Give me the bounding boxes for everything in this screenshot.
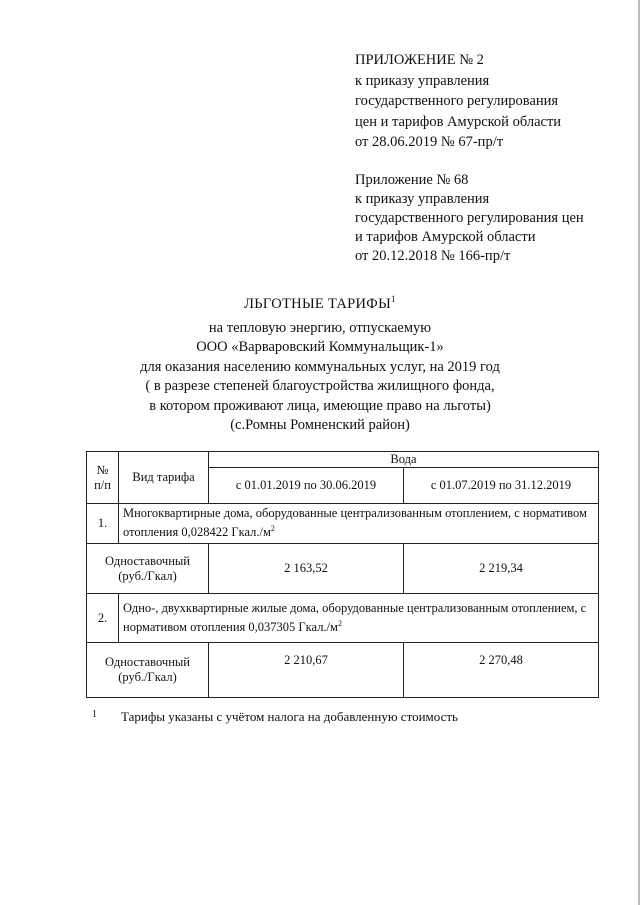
subtitle bbox=[0, 319, 640, 436]
title-text: ЛЬГОТНЫЕ ТАРИФЫ bbox=[244, 295, 392, 312]
row-tariff-type: Одноставочный (руб./Гкал) bbox=[87, 544, 209, 594]
row-tariff-type: Одноставочный (руб./Гкал) bbox=[87, 643, 209, 698]
subtitle-line: ( в разрезе степеней благоустройства жилищного фонда, bbox=[145, 378, 495, 395]
approval-2-line: Приложение № 68 bbox=[355, 172, 469, 188]
category-sup: 2 bbox=[337, 618, 342, 628]
subtitle-line: в котором проживают лица, имеющие право на льготы) bbox=[149, 397, 491, 414]
approval-2-line: к приказу управления bbox=[355, 191, 490, 207]
row-value-period-2: 2 270,48 bbox=[404, 643, 599, 698]
approval-block-1 bbox=[355, 50, 561, 153]
approval-2-line: и тарифов Амурской области bbox=[355, 229, 536, 245]
title-footnote-ref: 1 bbox=[391, 294, 396, 304]
approval-1-line: ПРИЛОЖЕНИЕ № 2 bbox=[355, 52, 484, 68]
header-num: № п/п bbox=[87, 452, 119, 504]
footnote-mark: 1 bbox=[92, 709, 97, 720]
category-text: Одно-, двухквартирные жилые дома, оборудованные централизованным отоплением, с нормативом отопления 0,037305 Гкал./м bbox=[123, 600, 587, 635]
row-num: 1. bbox=[87, 504, 119, 544]
header-period-1: с 01.01.2019 по 30.06.2019 bbox=[209, 468, 404, 504]
subtitle-line: на тепловую энергию, отпускаемую bbox=[208, 319, 432, 336]
approval-1-line: государственного регулирования bbox=[355, 93, 559, 109]
tariffs-table bbox=[86, 451, 599, 698]
table-row bbox=[87, 643, 599, 698]
footnote-text: Тарифы указаны с учётом налога на добавленную стоимость bbox=[121, 709, 458, 724]
row-category bbox=[119, 504, 599, 544]
row-num: 2. bbox=[87, 594, 119, 643]
category-sup: 2 bbox=[270, 524, 275, 534]
approval-1-line: к приказу управления bbox=[355, 72, 490, 89]
table-row bbox=[87, 504, 599, 544]
approval-2-line: от 20.12.2018 № 166-пр/т bbox=[355, 248, 511, 264]
subtitle-line: ООО «Варваровский Коммунальщик-1» bbox=[196, 339, 444, 356]
category-text: Многоквартирные дома, оборудованные централизованным отоплением, с нормативом отопления 0,028422 Гкал./м bbox=[123, 506, 587, 540]
subtitle-line: для оказания населению коммунальных услуг, на 2019 год bbox=[140, 358, 500, 375]
title-block bbox=[0, 289, 640, 436]
table-row bbox=[87, 594, 599, 643]
header-water: Вода bbox=[209, 452, 599, 468]
approval-1-line: от 28.06.2019 № 67-пр/т bbox=[355, 134, 504, 150]
row-value-period-1: 2 163,52 bbox=[209, 544, 404, 594]
table-row bbox=[87, 544, 599, 594]
row-value-period-1: 2 210,67 bbox=[209, 643, 404, 698]
approval-block-2 bbox=[355, 171, 584, 266]
document-title bbox=[0, 289, 640, 314]
header-tariff-type: Вид тарифа bbox=[119, 452, 209, 504]
row-value-period-2: 2 219,34 bbox=[404, 544, 599, 594]
header-period-2: с 01.07.2019 по 31.12.2019 bbox=[404, 468, 599, 504]
row-category bbox=[119, 594, 599, 643]
subtitle-line: (с.Ромны Ромненский район) bbox=[230, 417, 410, 434]
approval-1-line: цен и тарифов Амурской области bbox=[355, 113, 562, 130]
approval-2-line: государственного регулирования цен bbox=[355, 210, 584, 226]
